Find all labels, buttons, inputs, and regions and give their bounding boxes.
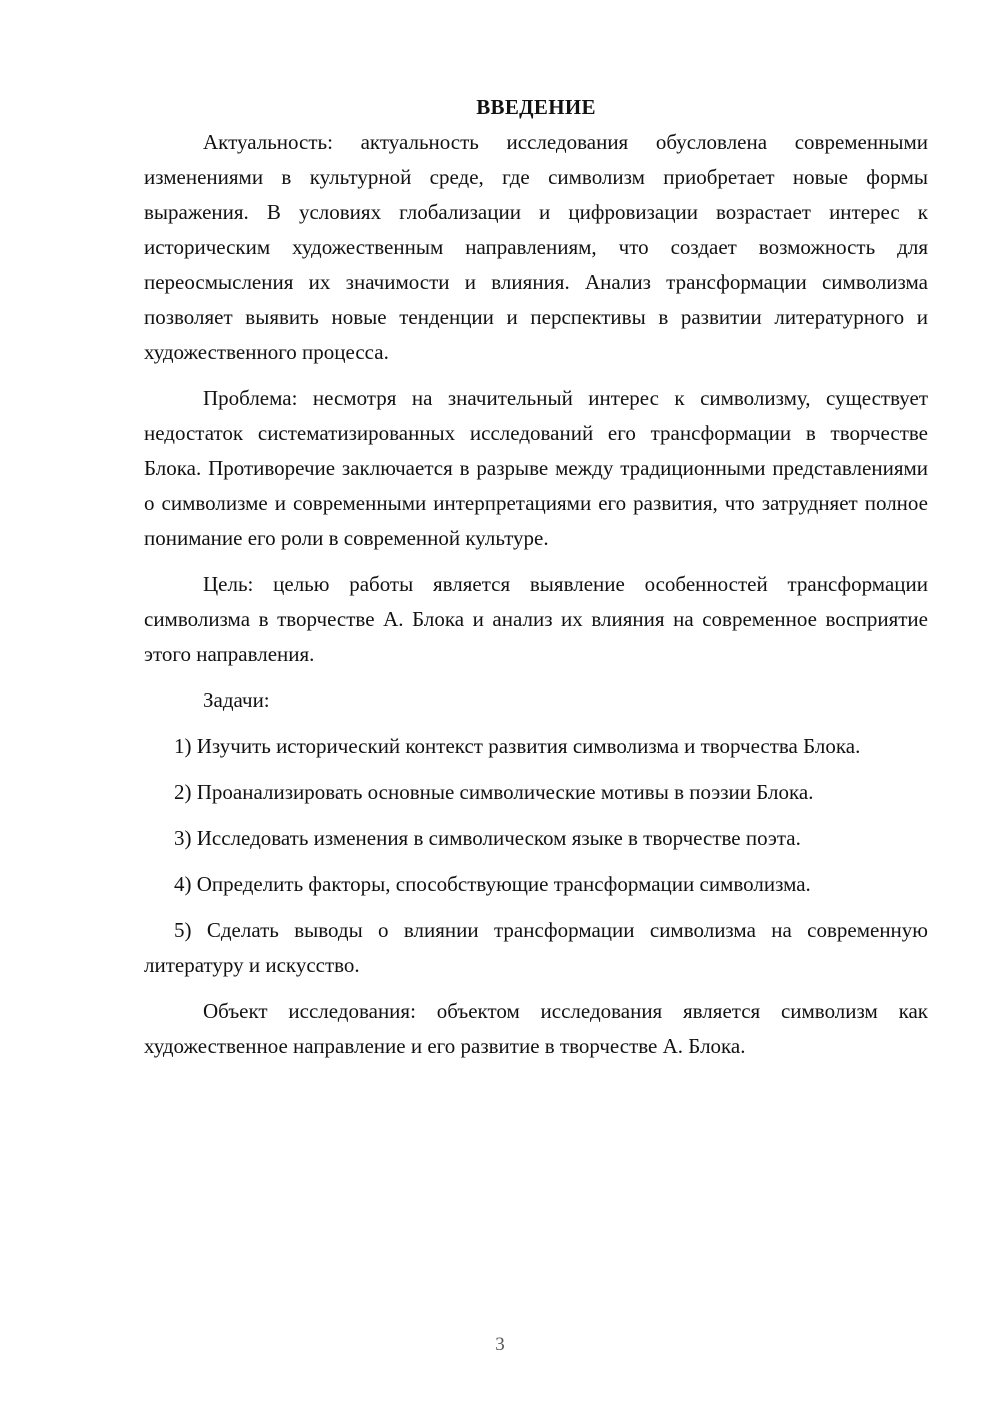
paragraph-goal: Цель: целью работы является выявление особенностей трансформации символизма в творчестве А. Блока и анализ их влияния на современное восприятие этого направления.	[144, 572, 928, 666]
page-number: 3	[495, 1334, 505, 1355]
paragraph-relevance: Актуальность: актуальность исследования обусловлена современными изменениями в культурной среде, где символизм приобретает новые формы выражения. В условиях глобализации и цифровизации возрастает интерес к историческим художественным направлениям, что создает возможность для переосмысления их значимости и влияния. Анализ трансформации символизма позволяет выявить новые тенденции и перспективы в развитии литературного и художественного процесса.	[144, 130, 928, 364]
task-item-1: 1) Изучить исторический контекст развития символизма и творчества Блока.	[174, 734, 861, 758]
paragraph-problem: Проблема: несмотря на значительный интерес к символизму, существует недостаток систематизированных исследований его трансформации в творчестве Блока. Противоречие заключается в разрыве между традиционными представлениями о символизме и современными интерпретациями его развития, что затрудняет полное понимание его роли в современной культуре.	[144, 386, 928, 550]
task-item-3: 3) Исследовать изменения в символическом языке в творчестве поэта.	[174, 826, 801, 850]
task-item-4: 4) Определить факторы, способствующие трансформации символизма.	[174, 872, 811, 896]
tasks-heading: Задачи:	[203, 688, 270, 712]
section-title: ВВЕДЕНИЕ	[476, 95, 596, 119]
task-item-5: 5) Сделать выводы о влиянии трансформации символизма на современную литературу и искусство.	[144, 918, 928, 977]
paragraph-object: Объект исследования: объектом исследования является символизм как художественное направление и его развитие в творчестве А. Блока.	[144, 999, 928, 1058]
document-page	[144, 90, 928, 1075]
task-item-2: 2) Проанализировать основные символические мотивы в поэзии Блока.	[174, 780, 814, 804]
